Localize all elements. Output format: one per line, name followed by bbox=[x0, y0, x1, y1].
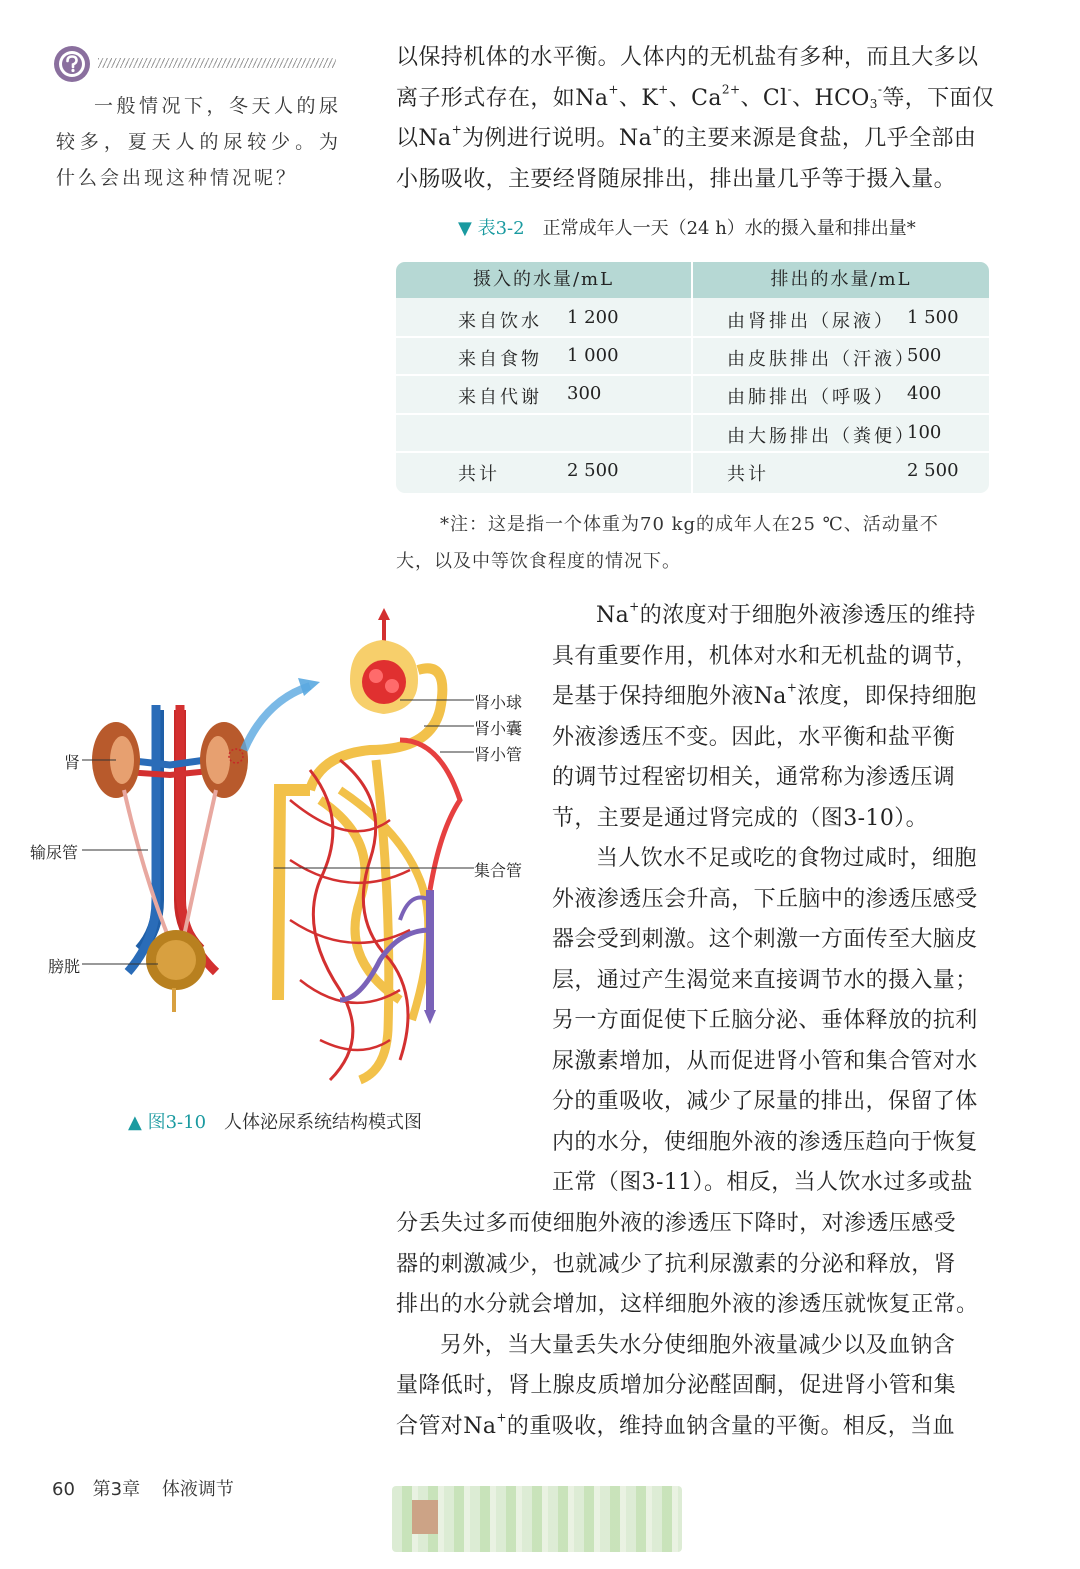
triangle-marker-icon: ▼ bbox=[458, 218, 478, 239]
row-divider bbox=[396, 336, 989, 338]
text-line: 具有重要作用，机体对水和无机盐的调节， bbox=[552, 643, 978, 669]
output-value: 1 500 bbox=[907, 307, 959, 328]
urinary-system-diagram bbox=[20, 600, 540, 1090]
intake-total-label: 共计 bbox=[458, 464, 500, 485]
chapter-title: 体液调节 bbox=[161, 1479, 234, 1500]
text-line: 以保持机体的水平衡。人体内的无机盐有多种，而且大多以 bbox=[396, 45, 979, 70]
output-value: 100 bbox=[907, 422, 942, 443]
page-number: 60 bbox=[52, 1479, 75, 1500]
label-glomerulus: 肾小球 bbox=[474, 693, 523, 712]
watermark-avatar bbox=[412, 1500, 438, 1534]
header-intake: 摄入的水量/mL bbox=[472, 269, 615, 290]
text-line: 小肠吸收，主要经肾随尿排出，排出量几乎等于摄入量。 bbox=[396, 166, 957, 192]
output-label: 由肾排出（尿液） bbox=[727, 311, 895, 332]
row-divider bbox=[396, 413, 989, 415]
note-line: 大，以及中等饮食程度的情况下。 bbox=[396, 551, 681, 572]
intake-value: 300 bbox=[567, 383, 602, 404]
output-label: 由肺排出（呼吸） bbox=[727, 387, 895, 408]
text-line: 离子形式存在，如Na+、K+、$Ca^{2+}$、Cl-、$HCO_3^-$等，下面仅 bbox=[396, 82, 995, 111]
text-line: 正常（图3-11）。相反，当人饮水过多或盐 bbox=[552, 1170, 973, 1195]
figure-number: 图3-10 bbox=[147, 1112, 207, 1133]
text-line: 器会受到刺激。这个刺激一方面传至大脑皮 bbox=[552, 927, 978, 952]
intake-label: 来自饮水 bbox=[458, 311, 542, 332]
intake-label: 来自代谢 bbox=[458, 387, 542, 408]
label-capsule: 肾小囊 bbox=[474, 719, 523, 738]
paragraph-intro bbox=[396, 38, 995, 200]
label-bladder: 膀胱 bbox=[48, 957, 81, 976]
row-divider bbox=[396, 451, 989, 453]
table-number: 表3-2 bbox=[477, 218, 525, 239]
text-line: 另一方面促使下丘脑分泌、垂体释放的抗利 bbox=[552, 1008, 978, 1033]
text-line: 尿激素增加，从而促进肾小管和集合管对水 bbox=[552, 1048, 978, 1074]
text-line: 是基于保持细胞外液Na+浓度，即保持细胞 bbox=[552, 680, 977, 709]
paragraph-osmotic bbox=[552, 596, 992, 1204]
chapter-number: 第3章 bbox=[92, 1479, 141, 1500]
row-divider bbox=[396, 374, 989, 376]
text-line: 以Na+为例进行说明。Na+的主要来源是食盐，几乎全部由 bbox=[396, 122, 977, 151]
text-line: 分的重吸收，减少了尿量的排出，保留了体 bbox=[552, 1089, 978, 1114]
paragraph-aldosterone bbox=[396, 1204, 992, 1447]
table-note bbox=[396, 506, 992, 580]
text-line: 另外，当大量丢失水分使细胞外液量减少以及血钠含 bbox=[440, 1332, 956, 1358]
intake-value: 1 200 bbox=[567, 307, 619, 328]
column-divider bbox=[691, 262, 693, 493]
text-line: 当人饮水不足或吃的食物过咸时，细胞 bbox=[596, 846, 977, 871]
output-value: 400 bbox=[907, 383, 942, 404]
output-value: 500 bbox=[907, 345, 942, 366]
output-total-value: 2 500 bbox=[907, 460, 959, 481]
text-line: 器的刺激减少，也就减少了抗利尿激素的分泌和释放，肾 bbox=[396, 1251, 957, 1277]
text-line: 量降低时，肾上腺皮质增加分泌醛固酮，促进肾小管和集 bbox=[396, 1373, 957, 1398]
text-line: 内的水分，使细胞外液的渗透压趋向于恢复 bbox=[552, 1129, 978, 1155]
sidebar-question: 一般情况下，冬天人的尿较多，夏天人的尿较少。为什么会出现这种情况呢？ bbox=[56, 95, 341, 189]
output-label: 由皮肤排出（汗液） bbox=[727, 349, 916, 370]
intake-label: 来自食物 bbox=[458, 349, 542, 370]
triangle-marker-icon: ▲ bbox=[128, 1112, 148, 1133]
figure-title: 人体泌尿系统结构模式图 bbox=[224, 1112, 423, 1133]
page-footer bbox=[52, 1475, 234, 1501]
table-title: 正常成年人一天（24 h）水的摄入量和排出量* bbox=[542, 218, 916, 239]
text-line: 层，通过产生渴觉来直接调节水的摄入量； bbox=[552, 967, 978, 993]
sidebar-divider bbox=[98, 58, 336, 68]
intake-value: 1 000 bbox=[567, 345, 619, 366]
figure-caption bbox=[128, 1108, 422, 1134]
label-kidney: 肾 bbox=[64, 753, 81, 772]
label-ureter: 输尿管 bbox=[30, 843, 79, 862]
text-line: 分丢失过多而使细胞外液的渗透压下降时，对渗透压感受 bbox=[396, 1211, 957, 1236]
text-line: 外液渗透压会升高，下丘脑中的渗透压感受 bbox=[552, 886, 978, 912]
text-line: Na+的浓度对于细胞外液渗透压的维持 bbox=[596, 599, 976, 628]
label-collecting-duct: 集合管 bbox=[474, 861, 523, 880]
output-label: 由大肠排出（粪便） bbox=[727, 426, 916, 447]
intake-total-value: 2 500 bbox=[567, 460, 619, 481]
output-total-label: 共计 bbox=[727, 464, 769, 485]
water-balance-table bbox=[396, 262, 989, 493]
blurred-watermark bbox=[392, 1486, 682, 1552]
header-output: 排出的水量/mL bbox=[770, 269, 912, 290]
label-tubule: 肾小管 bbox=[474, 745, 523, 764]
text-line: 合管对Na+的重吸收，维持血钠含量的平衡。相反，当血 bbox=[396, 1410, 955, 1439]
text-line: 的调节过程密切相关，通常称为渗透压调 bbox=[552, 765, 956, 790]
urinary-system-figure bbox=[20, 600, 540, 1090]
text-line: 节，主要是通过肾完成的（图3-10）。 bbox=[552, 805, 929, 831]
note-line: *注：这是指一个体重为70 kg的成年人在25 ℃、活动量不 bbox=[440, 514, 939, 535]
text-line: 外液渗透压不变。因此，水平衡和盐平衡 bbox=[552, 724, 956, 750]
table-caption bbox=[458, 214, 916, 240]
text-line: 排出的水分就会增加，这样细胞外液的渗透压就恢复正常。 bbox=[396, 1292, 979, 1317]
question-mark-icon bbox=[52, 44, 92, 84]
